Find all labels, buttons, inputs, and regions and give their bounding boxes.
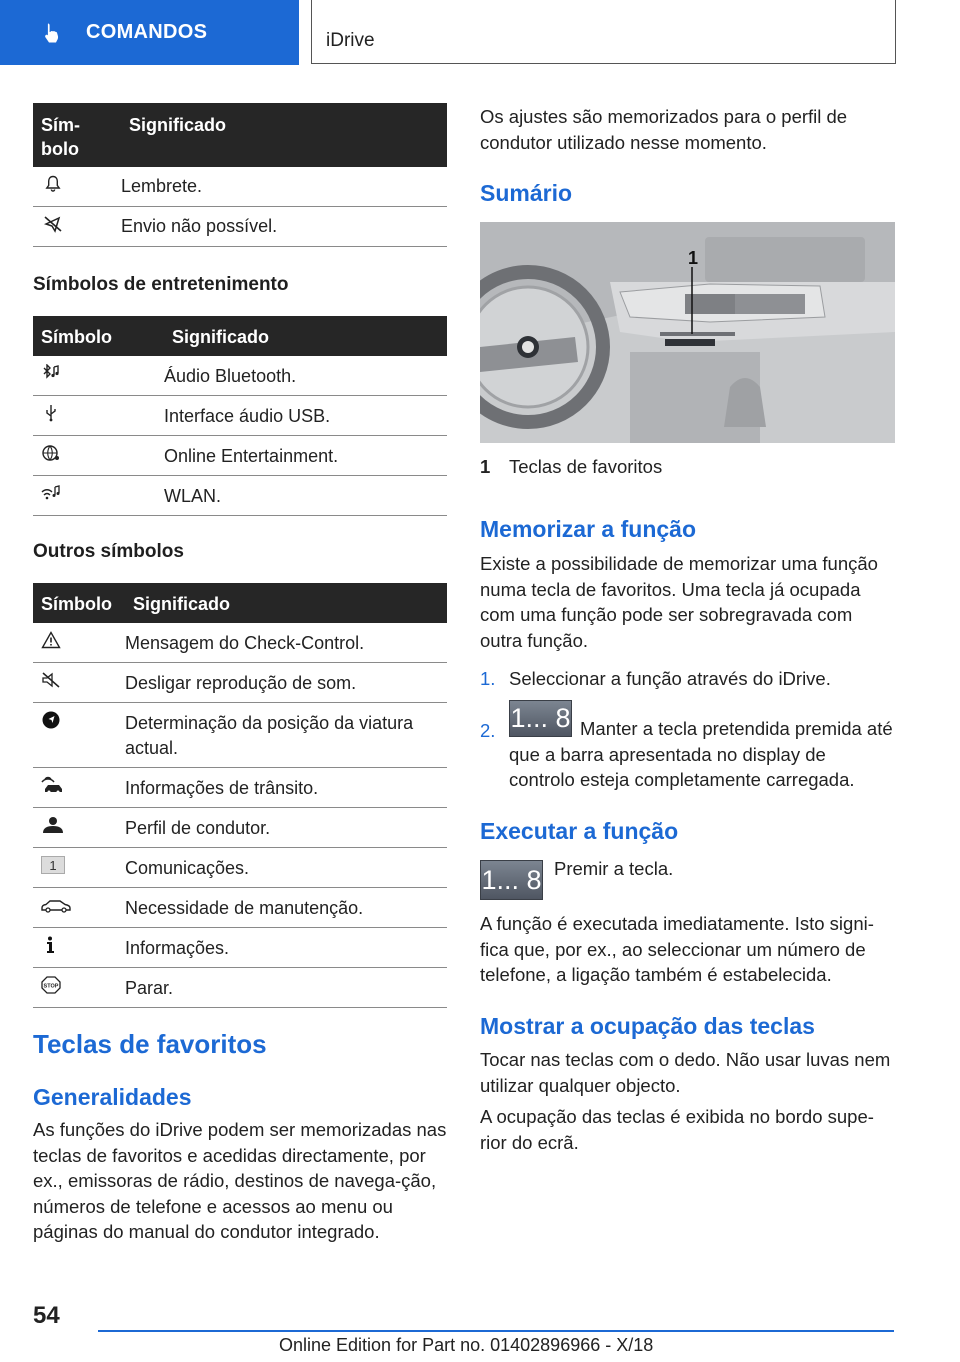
table-row <box>33 623 447 663</box>
hand-touch-icon <box>40 21 64 45</box>
col-meaning-header: Significado <box>121 103 447 167</box>
favorites-title: Teclas de favoritos <box>33 1029 267 1059</box>
favorite-key-image: 1... 8 <box>480 860 543 900</box>
table-header-row <box>33 316 447 356</box>
meaning-cell: Necessidade de manutenção. <box>125 888 447 928</box>
symbol-cell <box>33 663 125 703</box>
message-symbols-table <box>33 103 447 247</box>
meaning-cell: Parar. <box>125 968 447 1008</box>
svg-text:1: 1 <box>49 858 57 873</box>
communication-icon <box>41 856 65 874</box>
table-row <box>33 396 447 436</box>
mute-icon <box>41 671 61 689</box>
table-row <box>33 808 447 848</box>
meaning-cell: Comunicações. <box>125 848 447 888</box>
symbol-cell <box>33 888 125 928</box>
meaning-cell: Lembrete. <box>121 167 447 207</box>
svg-text:STOP: STOP <box>43 983 59 990</box>
table-row <box>33 703 447 768</box>
meaning-cell: Mensagem do Check-Control. <box>125 623 447 663</box>
symbol-cell <box>33 768 125 808</box>
col-meaning-header: Significado <box>125 583 447 623</box>
step1-text: Seleccionar a função através do iDrive. <box>509 668 831 689</box>
bluetooth-audio-icon <box>41 364 61 382</box>
dashboard-figure <box>480 222 895 443</box>
footer-divider <box>98 1330 894 1332</box>
execute-key-text: Premir a tecla. <box>554 858 674 879</box>
table-row <box>33 436 447 476</box>
page-number: 54 <box>33 1302 60 1329</box>
favorite-key-image: 1... 8 <box>509 700 572 737</box>
meaning-cell: Desligar reprodução de som. <box>125 663 447 703</box>
meaning-cell: Perfil de condutor. <box>125 808 447 848</box>
section-title: iDrive <box>326 30 375 51</box>
table-header-row <box>33 103 447 167</box>
stop-icon <box>41 976 61 994</box>
symbol-cell <box>33 623 125 663</box>
other-symbols-heading: Outros símbolos <box>33 541 184 562</box>
table-row <box>33 663 447 703</box>
meaning-cell: Determinação da posição da viatura actual. <box>125 703 447 768</box>
col-symbol-header: Símbolo <box>33 583 125 623</box>
table-row <box>33 356 447 396</box>
col-meaning-header: Significado <box>164 316 447 356</box>
show-paragraph-1: Tocar nas teclas com o dedo. Não usar luvas nem utilizar qualquer objecto. <box>480 1049 891 1096</box>
table-row <box>33 207 447 247</box>
symbol-cell <box>33 808 125 848</box>
symbol-cell <box>33 356 164 396</box>
car-service-icon <box>41 896 71 914</box>
execute-heading: Executar a função <box>480 818 679 844</box>
symbol-cell <box>33 928 125 968</box>
profile-paragraph: Os ajustes são memorizados para o perfil de condutor utilizado nesse momento. <box>480 106 848 153</box>
bell-icon <box>43 175 63 193</box>
meaning-cell: WLAN. <box>164 476 447 516</box>
legend-number: 1 <box>480 456 491 477</box>
meaning-cell: Envio não possível. <box>121 207 447 247</box>
symbol-cell <box>33 476 164 516</box>
symbol-cell <box>33 848 125 888</box>
chapter-title: COMANDOS <box>86 21 208 43</box>
step1-number: 1. <box>480 668 496 689</box>
table-row <box>33 928 447 968</box>
traffic-icon <box>41 776 65 794</box>
edition-text: Online Edition for Part no. 01402896966 - X/18 <box>279 1335 654 1355</box>
show-heading: Mostrar a ocupação das teclas <box>480 1013 815 1039</box>
position-icon <box>41 711 61 729</box>
summary-heading: Sumário <box>480 180 573 206</box>
memorize-heading: Memorizar a função <box>480 516 696 542</box>
send-disabled-icon <box>43 215 63 233</box>
execute-paragraph: A função é executada imediatamente. Isto signi-fica que, por ex., ao seleccionar um número de telefone, a ligação também é estabelecida. <box>480 913 874 985</box>
symbol-cell <box>33 167 121 207</box>
entertainment-symbols-table <box>33 316 447 516</box>
table-row <box>33 476 447 516</box>
meaning-cell: Interface áudio USB. <box>164 396 447 436</box>
symbol-cell <box>33 703 125 768</box>
chapter-tab <box>0 0 299 65</box>
step2-number: 2. <box>480 720 496 741</box>
meaning-cell: Informações de trânsito. <box>125 768 447 808</box>
table-header-row <box>33 583 447 623</box>
section-header <box>311 0 896 64</box>
memorize-paragraph: Existe a possibilidade de memorizar uma função numa tecla de favoritos. Uma tecla já ocupada com uma função pode ser sobregravada com outra função. <box>480 553 878 651</box>
table-row <box>33 968 447 1008</box>
online-entertainment-icon <box>41 444 61 462</box>
meaning-cell: Informações. <box>125 928 447 968</box>
figure-callout: 1 <box>687 248 699 268</box>
table-row <box>33 888 447 928</box>
step2-text: Manter a tecla pretendida premida até que a barra apresentada no display de controlo esteja completamente carregada. <box>509 718 893 790</box>
usb-icon <box>41 404 61 422</box>
driver-profile-icon <box>41 816 65 834</box>
other-symbols-table <box>33 583 447 1008</box>
meaning-cell: Online Entertainment. <box>164 436 447 476</box>
info-icon <box>41 936 61 954</box>
col-symbol-header: Sím-bolo <box>33 103 121 167</box>
col-symbol-header: Símbolo <box>33 316 164 356</box>
table-row <box>33 768 447 808</box>
symbol-cell <box>33 968 125 1008</box>
warning-triangle-icon <box>41 631 61 649</box>
show-paragraph-2: A ocupação das teclas é exibida no bordo supe-rior do ecrã. <box>480 1106 874 1153</box>
general-heading: Generalidades <box>33 1084 192 1110</box>
legend-text: Teclas de favoritos <box>509 456 663 477</box>
table-row <box>33 848 447 888</box>
wlan-audio-icon <box>41 484 61 502</box>
symbol-cell <box>33 436 164 476</box>
symbol-cell <box>33 207 121 247</box>
table-row <box>33 167 447 207</box>
symbol-cell <box>33 396 164 436</box>
meaning-cell: Áudio Bluetooth. <box>164 356 447 396</box>
general-paragraph: As funções do iDrive podem ser memorizadas nas teclas de favoritos e acedidas directamente, por ex., emissoras de rádio, destinos de navega-ção, números de telefone e acessos ao menu ou páginas do manual do condutor integrado. <box>33 1119 447 1242</box>
entertainment-heading: Símbolos de entretenimento <box>33 274 289 295</box>
